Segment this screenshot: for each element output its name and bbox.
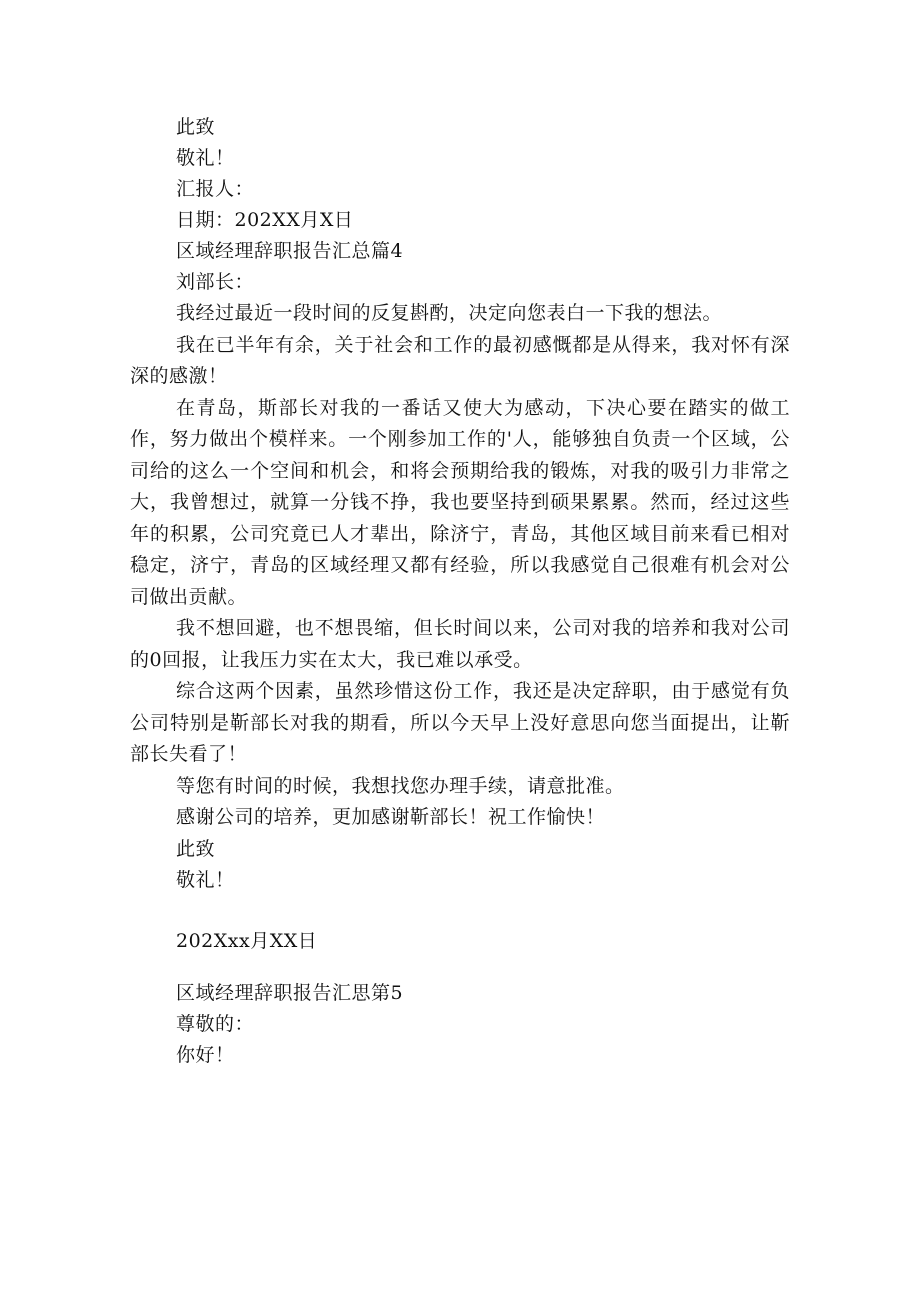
paragraph-1: 我经过最近一段时间的反复斟酌，决定向您表白一下我的想法。 bbox=[176, 302, 723, 324]
salutation-line: 敬礼！ bbox=[176, 147, 235, 169]
section-title-4: 区域经理辞职报告汇总篇4 bbox=[176, 240, 404, 262]
closing-line: 此致 bbox=[176, 116, 216, 138]
section-title-5: 区域经理辞职报告汇思第5 bbox=[176, 981, 404, 1004]
addressee-line: 刘部长： bbox=[176, 271, 255, 293]
paragraph-3: 在青岛，斯部长对我的一番话又使大为感动，下决心要在踏实的做工作，努力做出个模样来。一个刚参加工作的'人，能够独自负责一个区域，公司给的这么一个空间和机会，和将会预期给我的锻炼，对我的吸引力非常之大，我曾想过，就算一分钱不挣，我也要坚持到硕果累累。然而，经过这些年的积累，公司究竟已人才辈出，除济宁，青岛，其他区域目前来看已相对稳定，济宁，青岛的区域经理又都有经验，所以我感觉自己很难有机会对公司做出贡献。 bbox=[130, 396, 790, 608]
document-body bbox=[130, 112, 790, 1071]
date-line: 日期：202XX月X日 bbox=[176, 209, 354, 231]
greeting-line: 你好！ bbox=[176, 1043, 235, 1066]
addressee-line-2: 尊敬的： bbox=[176, 1012, 255, 1035]
paragraph-6: 等您有时间的时候，我想找您办理手续，请意批准。 bbox=[176, 774, 625, 797]
closing-line-2: 此致 bbox=[176, 837, 216, 860]
spacer bbox=[130, 957, 790, 978]
paragraph-5: 综合这两个因素，虽然珍惜这份工作，我还是决定辞职，由于感觉有负公司特别是靳部长对我的期看，所以今天早上没好意思向您当面提出，让靳部长失看了！ bbox=[130, 680, 790, 765]
spacer bbox=[130, 896, 790, 926]
date-line-2: 202Xxx月XX日 bbox=[176, 929, 318, 952]
paragraph-2: 我在已半年有余，关于社会和工作的最初感慨都是从得来，我对怀有深深的感激！ bbox=[130, 333, 790, 387]
reporter-line: 汇报人： bbox=[176, 178, 255, 200]
paragraph-7: 感谢公司的培养，更加感谢靳部长！祝工作愉快！ bbox=[176, 806, 606, 828]
paragraph-4: 我不想回避，也不想畏缩，但长时间以来，公司对我的培养和我对公司的0回报，让我压力实在太大，我已难以承受。 bbox=[130, 617, 790, 671]
salutation-line-2: 敬礼！ bbox=[176, 868, 235, 891]
